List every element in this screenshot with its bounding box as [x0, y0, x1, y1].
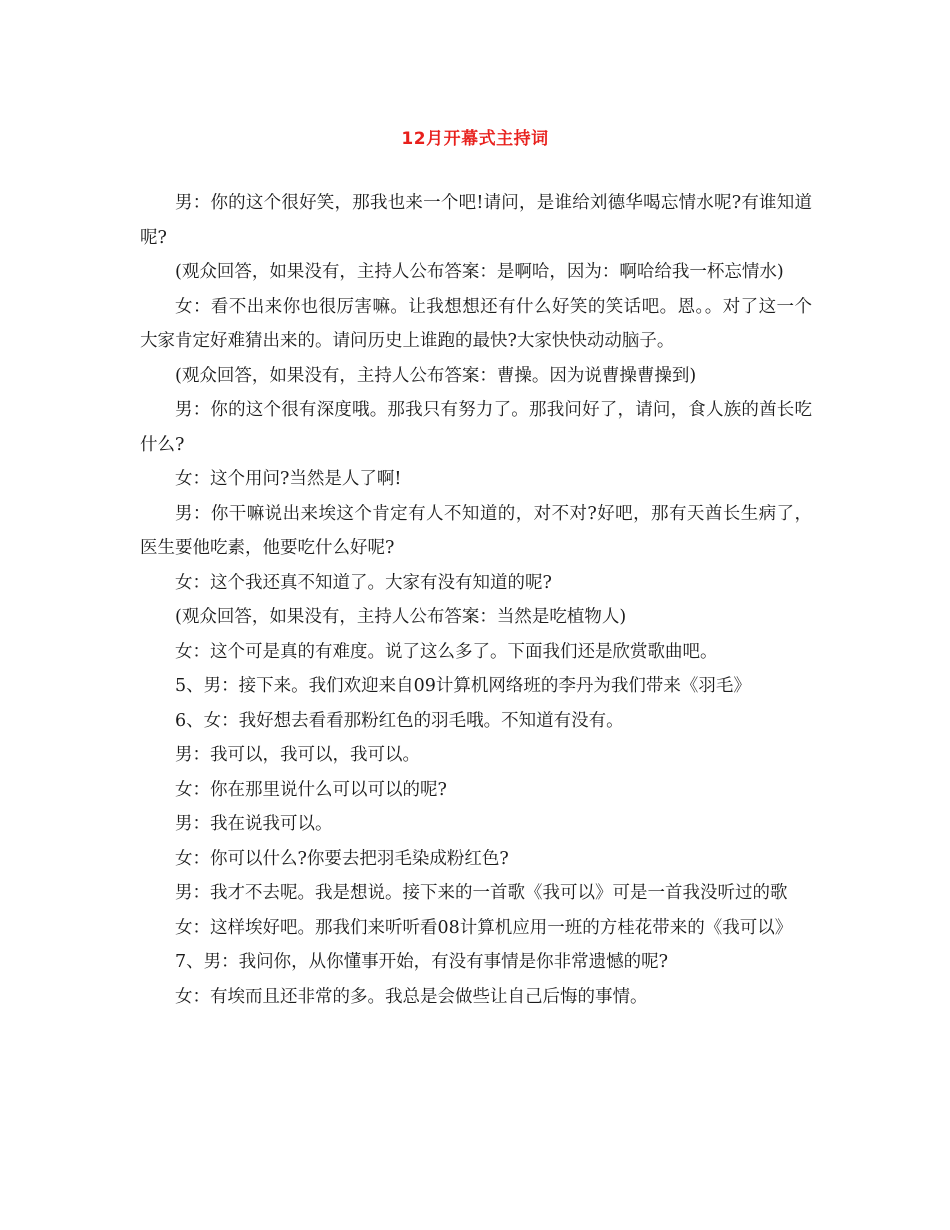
paragraph: 女：看不出来你也很厉害嘛。让我想想还有什么好笑的笑话吧。恩。。对了这一个大家肯定好难猜出来的。请问历史上谁跑的最快?大家快快动动脑子。 — [140, 296, 812, 351]
paragraph: (观众回答，如果没有，主持人公布答案：曹操。因为说曹操曹操到) — [175, 365, 697, 386]
paragraph: 男：我在说我可以。 — [175, 814, 333, 834]
paragraph: 男：你的这个很好笑，那我也来一个吧!请问，是谁给刘德华喝忘情水呢?有谁知道呢? — [140, 193, 812, 248]
paragraph: 女：这样埃好吧。那我们来听听看08计算机应用一班的方桂花带来的《我可以》 — [175, 917, 793, 938]
paragraph: 女：这个可是真的有难度。说了这么多了。下面我们还是欣赏歌曲吧。 — [175, 641, 718, 662]
paragraph: 女：有埃而且还非常的多。我总是会做些让自己后悔的事情。 — [175, 986, 648, 1007]
paragraph: 6、女：我好想去看看那粉红色的羽毛哦。不知道有没有。 — [175, 710, 624, 731]
paragraph: 女：这个用问?当然是人了啊! — [175, 469, 402, 489]
paragraph: 男：你干嘛说出来埃这个肯定有人不知道的，对不对?好吧，那有天酋长生病了，医生要他吃素，他要吃什么好呢? — [140, 503, 812, 558]
paragraph: 7、男：我问你，从你懂事开始，有没有事情是你非常遗憾的呢? — [175, 952, 669, 972]
paragraph: 女：你在那里说什么可以可以的呢? — [175, 779, 447, 800]
paragraph: 女：这个我还真不知道了。大家有没有知道的呢? — [175, 572, 552, 593]
page-title: 12月开幕式主持词 — [401, 129, 549, 149]
paragraph: 男：你的这个很有深度哦。那我只有努力了。那我问好了，请问，食人族的酋长吃什么? — [140, 400, 812, 455]
paragraph: 女：你可以什么?你要去把羽毛染成粉红色? — [175, 848, 509, 869]
document-body — [140, 186, 812, 1014]
paragraph: 男：我才不去呢。我是想说。接下来的一首歌《我可以》可是一首我没听过的歌 — [175, 883, 788, 903]
paragraph: (观众回答，如果没有，主持人公布答案：当然是吃植物人) — [175, 607, 627, 627]
paragraph: (观众回答，如果没有，主持人公布答案：是啊哈，因为：啊哈给我一杯忘情水) — [175, 262, 784, 282]
paragraph: 5、男：接下来。我们欢迎来自09计算机网络班的李丹为我们带来《羽毛》 — [175, 676, 751, 696]
paragraph: 男：我可以，我可以，我可以。 — [175, 745, 420, 765]
